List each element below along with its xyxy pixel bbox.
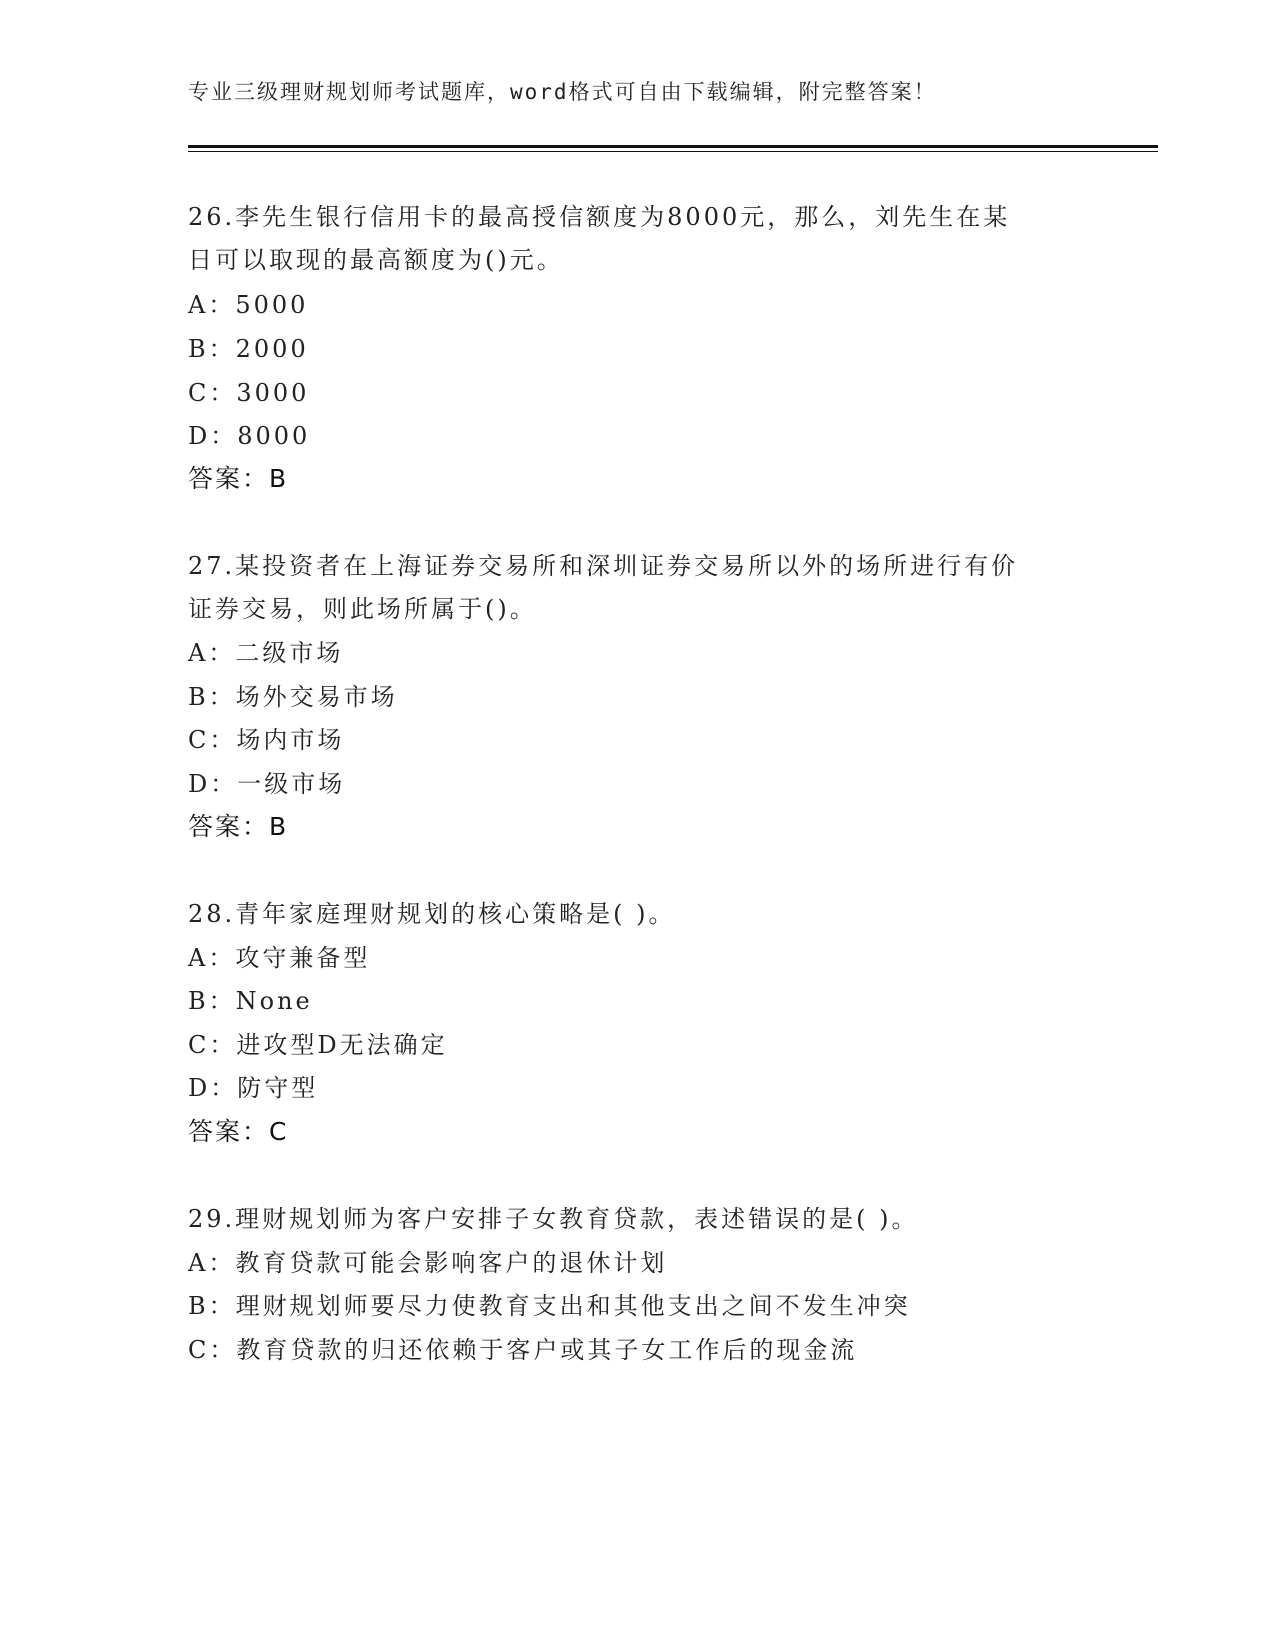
question-29-option-b: B：理财规划师要尽力使教育支出和其他支出之间不发生冲突 (188, 1292, 911, 1320)
question-26-stem-line1: 26.李先生银行信用卡的最高授信额度为8000元，那么，刘先生在某 (188, 203, 1011, 231)
question-29-option-c: C：教育贷款的归还依赖于客户或其子女工作后的现金流 (188, 1336, 858, 1364)
question-28-option-c: C：进攻型D无法确定 (188, 1031, 448, 1059)
question-27-option-a: A：二级市场 (188, 639, 344, 667)
question-28-answer: 答案：C (188, 1117, 289, 1146)
question-28-option-d: D：防守型 (188, 1074, 319, 1102)
question-27-stem-line1: 27.某投资者在上海证券交易所和深圳证券交易所以外的场所进行有价 (188, 552, 1019, 580)
question-28-option-a: A：攻守兼备型 (188, 944, 371, 972)
question-27-option-d: D：一级市场 (188, 770, 346, 798)
question-26-answer: 答案：B (188, 464, 289, 493)
question-26-option-b: B：2000 (188, 335, 309, 363)
question-29-stem-line1: 29.理财规划师为客户安排子女教育贷款，表述错误的是( )。 (188, 1205, 919, 1233)
question-27-option-c: C：场内市场 (188, 726, 345, 754)
question-26-option-c: C：3000 (188, 379, 310, 407)
question-26-stem-line2: 日可以取现的最高额度为()元。 (188, 246, 564, 274)
question-28-option-b: B：None (188, 987, 313, 1015)
header-divider-thick (188, 145, 1158, 148)
question-29-option-a: A：教育贷款可能会影响客户的退休计划 (188, 1249, 668, 1277)
question-26-option-d: D：8000 (188, 422, 311, 450)
header-divider-thin (188, 151, 1158, 152)
question-26-option-a: A：5000 (188, 291, 309, 319)
question-27-option-b: B：场外交易市场 (188, 683, 398, 711)
document-header: 专业三级理财规划师考试题库，word格式可自由下载编辑，附完整答案！ (188, 80, 937, 104)
question-27-answer: 答案：B (188, 812, 289, 841)
question-27-stem-line2: 证券交易，则此场所属于()。 (188, 595, 537, 623)
question-28-stem-line1: 28.青年家庭理财规划的核心策略是( )。 (188, 900, 676, 928)
